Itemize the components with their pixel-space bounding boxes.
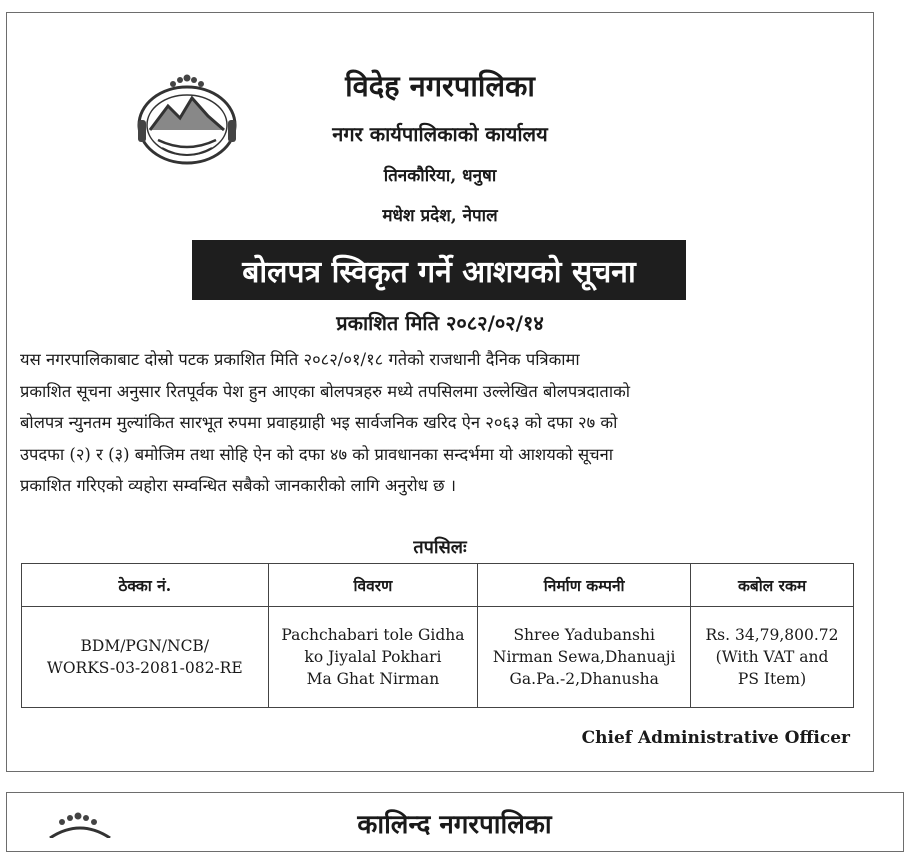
org-name: विदेह नगरपालिका [345, 69, 535, 103]
cell-line: Ma Ghat Nirman [306, 670, 440, 688]
body-line: प्रकाशित गरिएको व्यहोरा सम्वन्धित सबैको जानकारीको लागि अनुरोध छ । [20, 476, 457, 495]
cell-line: Nirman Sewa,Dhanuaji [492, 648, 676, 666]
table-row [22, 607, 854, 708]
location: तिनकौरिया, धनुषा [383, 166, 497, 186]
cell-description [268, 607, 478, 708]
cell-line: PS Item) [737, 670, 807, 688]
list-title: तपसिलः [413, 537, 467, 558]
cell-line: (With VAT and [715, 648, 829, 666]
cell-line: Ga.Pa.-2,Dhanusha [509, 670, 659, 688]
header-contract-no: ठेक्का नं. [22, 564, 269, 607]
cell-line: BDM/PGN/NCB/ [80, 637, 210, 655]
office-name: नगर कार्यपालिकाको कार्यालय [332, 122, 548, 146]
body-line: प्रकाशित सूचना अनुसार रितपूर्वक पेश हुन आएका बोलपत्रहरु मध्ये तपसिलमा उल्लेखित बोलपत्रदाताको [20, 381, 631, 401]
body-line: उपदफा (२) र (३) बमोजिम तथा सोहि ऐन को दफा ४७ को प्रावधानका सन्दर्भमा यो आशयको सूचना [20, 444, 614, 464]
cell-line: Pachchabari tole Gidha [281, 626, 465, 644]
cell-contract-no [22, 607, 269, 708]
cell-line: Rs. 34,79,800.72 [705, 626, 839, 644]
notice-body [20, 344, 860, 502]
header-company: निर्माण कम्पनी [478, 564, 691, 607]
body-line: यस नगरपालिकाबाट दोस्रो पटक प्रकाशित मिति २०८२/०१/१८ गतेको राजधानी दैनिक पत्रिकामा [20, 350, 580, 369]
cell-amount [691, 607, 854, 708]
publish-date: प्रकाशित मिति २०८२/०२/१४ [336, 311, 544, 335]
next-notice-org-name: कालिन्द नगरपालिका [357, 810, 552, 835]
cell-line: Shree Yadubanshi [513, 626, 655, 644]
contract-table [21, 563, 854, 708]
signatory: Chief Administrative Officer [581, 728, 850, 748]
cell-company [478, 607, 691, 708]
body-line: बोलपत्र न्युनतम मुल्यांकित सारभूत रुपमा प्रवाहग्राही भइ सार्वजनिक खरिद ऐन २०६३ को दफा २७ को [20, 413, 618, 432]
table-header-row [22, 564, 854, 607]
province: मधेश प्रदेश, नेपाल [382, 206, 498, 226]
header-description: विवरण [268, 564, 478, 607]
cell-line: ko Jiyalal Pokhari [304, 648, 442, 666]
header-amount: कबोल रकम [691, 564, 854, 607]
notice-title-banner [192, 240, 686, 300]
cell-line: WORKS-03-2081-082-RE [46, 659, 243, 677]
notice-title: बोलपत्र स्विकृत गर्ने आशयको सूचना [242, 254, 636, 290]
